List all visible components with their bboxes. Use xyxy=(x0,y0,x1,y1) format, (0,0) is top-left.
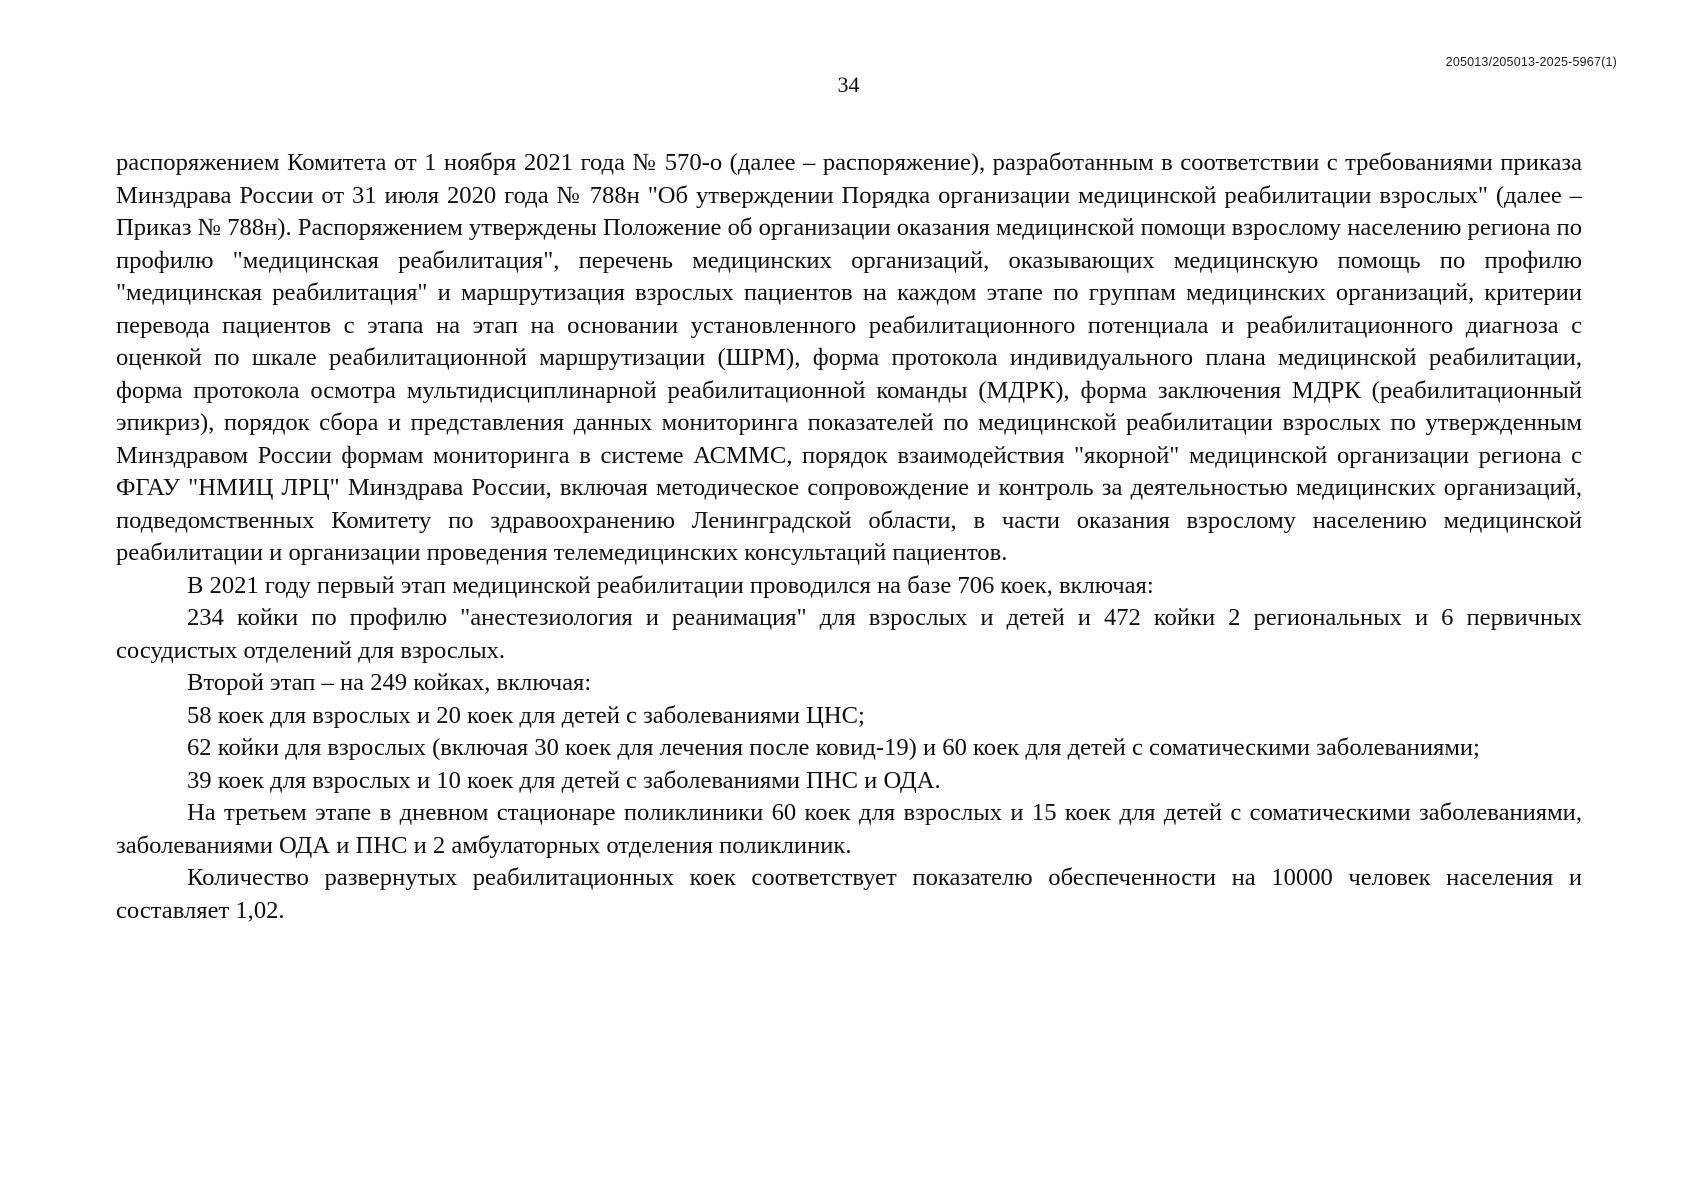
paragraph-order-description: распоряжением Комитета от 1 ноября 2021 года № 570-о (далее – распоряжение), разработанным в соответствии с требованиями приказа Минздрава России от 31 июля 2020 года № 788н "Об утверждении Порядка организации медицинской реабилитации взрослых" (далее – Приказ № 788н). Распоряжением утверждены Положение об организации оказания медицинской помощи взрослому населению региона по профилю "медицинская реабилитация", перечень медицинских организаций, оказывающих медицинскую помощь по профилю "медицинская реабилитация" и маршрутизация взрослых пациентов на каждом этапе по группам медицинских организаций, критерии перевода пациентов с этапа на этап на основании установленного реабилитационного потенциала и реабилитационного диагноза с оценкой по шкале реабилитационной маршрутизации (ШРМ), форма протокола индивидуального плана медицинской реабилитации, форма протокола осмотра мультидисциплинарной реабилитационной команды (МДРК), форма заключения МДРК (реабилитационный эпикриз), порядок сбора и представления данных мониторинга показателей по медицинской реабилитации взрослых по утвержденным Минздравом России формам мониторинга в системе АСММС, порядок взаимодействия "якорной" медицинской организации региона с ФГАУ "НМИЦ ЛРЦ" Минздрава России, включая методическое сопровождение и контроль за деятельностью медицинских организаций, подведомственных Комитету по здравоохранению Ленинградской области, в части оказания взрослому населению медицинской реабилитации и организации проведения телемедицинских консультаций пациентов. xyxy=(116,149,1582,566)
paragraph-third-stage: На третьем этапе в дневном стационаре поликлиники 60 коек для взрослых и 15 коек для детей с соматическими заболеваниями, заболеваниями ОДА и ПНС и 2 амбулаторных отделения поликлиник. xyxy=(116,799,1582,859)
paragraph-pns-oda-beds: 39 коек для взрослых и 10 коек для детей с заболеваниями ПНС и ОДА. xyxy=(187,766,941,794)
paragraph-first-stage: В 2021 году первый этап медицинской реабилитации проводился на базе 706 коек, включая: xyxy=(187,571,1154,599)
document-id: 205013/205013-2025-5967(1) xyxy=(1445,55,1617,69)
document-body xyxy=(116,147,1582,927)
paragraph-somatic-beds: 62 койки для взрослых (включая 30 коек для лечения после ковид-19) и 60 коек для детей с соматическими заболеваниями; xyxy=(187,734,1480,761)
paragraph-cns-beds: 58 коек для взрослых и 20 коек для детей с заболеваниями ЦНС; xyxy=(187,701,865,729)
paragraph-second-stage: Второй этап – на 249 койках, включая: xyxy=(187,669,592,696)
page-number: 34 xyxy=(837,72,860,97)
paragraph-bed-provision: Количество развернутых реабилитационных коек соответствует показателю обеспеченности на 10000 человек населения и составляет 1,02. xyxy=(116,864,1582,924)
paragraph-first-stage-beds: 234 койки по профилю "анестезиология и реанимация" для взрослых и детей и 472 койки 2 региональных и 6 первичных сосудистых отделений для взрослых. xyxy=(116,604,1582,664)
